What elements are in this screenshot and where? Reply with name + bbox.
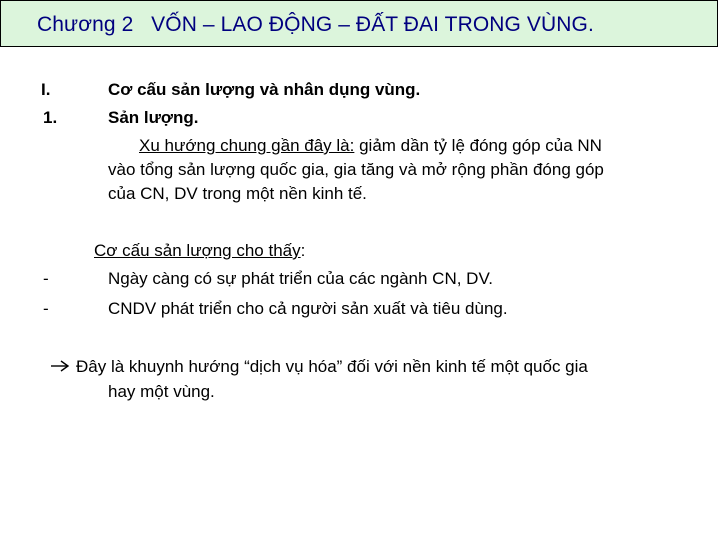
trend-lead: Xu hướng chung gần đây là:	[139, 136, 355, 155]
bullet-text: Ngày càng có sự phát triển của các ngành CN, DV.	[108, 269, 493, 288]
slide-title	[37, 13, 594, 37]
structure-lead: Cơ cấu sản lượng cho thấy	[94, 241, 301, 260]
trend-line-1-rest: giảm dần tỷ lệ đóng góp của NN	[354, 136, 602, 155]
conclusion-line-1	[50, 356, 588, 378]
trend-line-1	[139, 135, 602, 157]
bullet-marker: -	[43, 299, 49, 318]
structure-lead-line	[94, 240, 305, 262]
chapter-label: Chương 2	[37, 13, 134, 36]
chapter-topic: VỐN – LAO ĐỘNG – ĐẤT ĐAI TRONG VÙNG.	[151, 13, 594, 36]
subsection-number: 1.	[43, 108, 58, 127]
arrow-right-icon	[50, 360, 70, 372]
title-bar	[0, 0, 718, 47]
conclusion-line-2: hay một vùng.	[108, 382, 215, 401]
conclusion-text-1: Đây là khuynh hướng “dịch vụ hóa” đối với nền kinh tế một quốc gia	[76, 357, 588, 376]
structure-colon: :	[300, 241, 306, 260]
section-heading: Cơ cấu sản lượng và nhân dụng vùng.	[108, 80, 421, 99]
subsection-heading: Sản lượng.	[108, 108, 199, 127]
section-number: I.	[41, 80, 51, 99]
trend-line-2: vào tổng sản lượng quốc gia, gia tăng và mở rộng phần đóng góp	[108, 160, 604, 179]
bullet-text: CNDV phát triển cho cả người sản xuất và tiêu dùng.	[108, 299, 508, 318]
trend-line-3: của CN, DV trong một nền kinh tế.	[108, 184, 367, 203]
bullet-marker: -	[43, 269, 49, 288]
